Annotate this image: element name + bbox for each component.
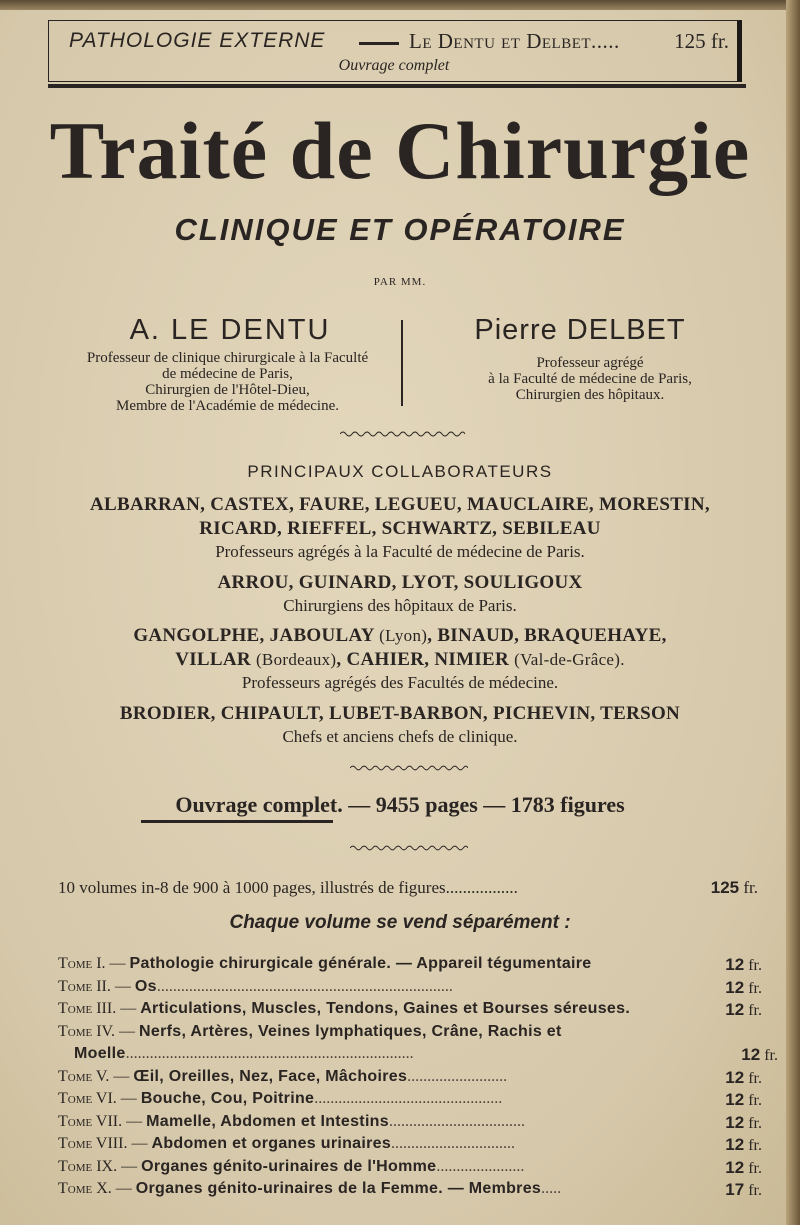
tome-label: Tome IX. — bbox=[58, 1157, 138, 1175]
header-authors: Le Dentu et Delbet..... bbox=[409, 29, 620, 53]
header-note: Ouvrage complet bbox=[338, 57, 450, 74]
tome-price-number: 12 bbox=[725, 1067, 745, 1087]
collaborators-line: RICARD, RIEFFEL, SCHWARTZ, SEBILEAU bbox=[199, 518, 601, 539]
tome-price-number: 12 bbox=[725, 977, 745, 997]
names: , BINAUD, BRAQUEHAYE, bbox=[427, 625, 667, 646]
tome-title: Articulations, Muscles, Tendons, Gaines et Bourses séreuses. bbox=[140, 1000, 631, 1017]
tome-label: Tome II. — bbox=[58, 977, 131, 995]
header-rule bbox=[48, 84, 746, 88]
tome-dots: .......................................................................... bbox=[156, 977, 453, 995]
volumes-price bbox=[711, 878, 758, 898]
names: GANGOLPHE, JABOULAY bbox=[133, 625, 375, 646]
tome-dots: ............................... bbox=[391, 1135, 516, 1152]
tome-title: Nerfs, Artères, Veines lymphatiques, Crâne, Rachis et bbox=[139, 1022, 562, 1040]
tome-price-unit: fr. bbox=[748, 1137, 762, 1154]
tome-row bbox=[58, 1180, 762, 1202]
tome-price bbox=[725, 1090, 762, 1110]
tome-label: Tome VII. — bbox=[58, 1112, 143, 1130]
tome-price bbox=[725, 1158, 762, 1178]
collaborators-role: Chirurgiens des hôpitaux de Paris. bbox=[283, 596, 517, 615]
header-price: 125 fr. bbox=[674, 29, 729, 53]
tome-row bbox=[58, 1158, 762, 1180]
tome-row bbox=[74, 1045, 778, 1067]
tome-price-number: 12 bbox=[725, 1135, 745, 1154]
complete-underline bbox=[141, 820, 333, 823]
tome-price-number: 17 bbox=[725, 1180, 745, 1199]
affiliation-line: Chirurgien de l'Hôtel-Dieu, bbox=[145, 382, 310, 398]
tome-label: Tome VIII. — bbox=[58, 1135, 148, 1152]
tome-price-unit: fr. bbox=[748, 1092, 762, 1109]
header-line bbox=[69, 29, 729, 55]
tome-title: Mamelle, Abdomen et Intestins bbox=[146, 1112, 389, 1130]
top-edge bbox=[0, 0, 800, 10]
complete-work bbox=[0, 792, 800, 818]
collaborators-role: Professeurs agrégés à la Faculté de médecine de Paris. bbox=[215, 542, 585, 561]
tome-price-unit: fr. bbox=[748, 1159, 762, 1177]
affiliation-line: Chirurgien des hôpitaux. bbox=[515, 387, 665, 403]
tome-label: Tome I. — bbox=[58, 955, 126, 972]
tome-price-unit: fr. bbox=[748, 1002, 762, 1019]
ornament-divider bbox=[340, 430, 465, 438]
tome-price-number: 12 bbox=[725, 955, 745, 974]
header-dash bbox=[359, 42, 399, 45]
city: (Bordeaux) bbox=[255, 650, 337, 669]
names: VILLAR bbox=[175, 649, 251, 670]
collaborators-role: Professeurs agrégés des Facultés de médecine. bbox=[241, 673, 559, 692]
tome-row bbox=[58, 978, 762, 1000]
tome-price bbox=[725, 1000, 762, 1020]
header-box bbox=[48, 20, 742, 82]
tome-price bbox=[725, 1068, 762, 1088]
tome-row bbox=[58, 1068, 762, 1090]
tome-price bbox=[725, 978, 762, 998]
tome-dots: ...................... bbox=[436, 1157, 525, 1175]
tome-row bbox=[58, 1113, 762, 1135]
tome-price bbox=[741, 1045, 778, 1065]
tome-label: Tome IV. — bbox=[58, 1022, 136, 1040]
tome-title: Bouche, Cou, Poitrine bbox=[140, 1090, 315, 1107]
tome-price-number: 12 bbox=[725, 1090, 745, 1109]
affiliation-line: Professeur agrégé bbox=[536, 355, 644, 371]
collaborators-line bbox=[0, 625, 800, 647]
affiliation-line: à la Faculté de médecine de Paris, bbox=[488, 371, 692, 387]
tome-price-unit: fr. bbox=[764, 1047, 778, 1064]
collaborators-line: ALBARRAN, CASTEX, FAURE, LEGUEU, MAUCLAIRE, MORESTIN, bbox=[90, 494, 710, 515]
tome-row bbox=[58, 955, 762, 977]
price-number: 125 bbox=[710, 878, 740, 897]
names: , CAHIER, NIMIER bbox=[336, 649, 510, 670]
ornament-divider bbox=[350, 844, 468, 852]
collaborators-role: Chefs et anciens chefs de clinique. bbox=[282, 727, 518, 746]
tome-price-number: 12 bbox=[741, 1045, 761, 1064]
tome-row bbox=[58, 1135, 762, 1157]
collaborators-line bbox=[0, 649, 800, 671]
tome-label: Tome V. — bbox=[58, 1067, 130, 1085]
tome-price-number: 12 bbox=[725, 1112, 745, 1132]
tome-label: Tome III. — bbox=[58, 1000, 137, 1017]
tome-title: Moelle bbox=[74, 1045, 126, 1062]
author-name-le-dentu: A. LE DENTU bbox=[129, 314, 331, 346]
tome-price-unit: fr. bbox=[748, 957, 762, 974]
tome-title: Pathologie chirurgicale générale. — Appareil tégumentaire bbox=[129, 955, 592, 972]
tome-label: Tome VI. — bbox=[58, 1090, 137, 1107]
collaborators-line: ARROU, GUINARD, LYOT, SOULIGOUX bbox=[217, 572, 583, 593]
tome-title: Abdomen et organes urinaires bbox=[151, 1135, 392, 1152]
price-unit: fr. bbox=[743, 878, 758, 897]
author-name-delbet: Pierre DELBET bbox=[474, 314, 686, 346]
author-affiliation-le-dentu bbox=[50, 350, 405, 414]
par-mm: PAR MM. bbox=[373, 276, 427, 288]
tome-price-number: 12 bbox=[725, 1157, 745, 1177]
affiliation-line: de médecine de Paris, bbox=[162, 366, 293, 382]
tome-dots: .................................. bbox=[388, 1112, 525, 1130]
volumes-line bbox=[58, 878, 758, 898]
ornament-divider bbox=[350, 764, 468, 772]
tome-price bbox=[725, 1113, 762, 1133]
sold-separately: Chaque volume se vend séparément : bbox=[229, 912, 571, 933]
collaborators-heading: PRINCIPAUX COLLABORATEURS bbox=[247, 462, 553, 481]
tome-price-unit: fr. bbox=[748, 1114, 762, 1132]
tome-price bbox=[725, 1180, 762, 1200]
tome-dots: ............................................... bbox=[314, 1090, 503, 1107]
tome-title: Organes génito-urinaires de l'Homme bbox=[141, 1157, 437, 1175]
tome-price bbox=[725, 1135, 762, 1155]
collaborators-line: BRODIER, CHIPAULT, LUBET-BARBON, PICHEVIN, TERSON bbox=[119, 703, 681, 724]
tome-dots: ......................... bbox=[407, 1067, 508, 1085]
affiliation-line: Membre de l'Académie de médecine. bbox=[115, 398, 339, 414]
complete-details: — 9455 pages — 1783 figures bbox=[348, 792, 625, 817]
subtitle: CLINIQUE ET OPÉRATOIRE bbox=[174, 212, 626, 247]
tome-price-number: 12 bbox=[725, 1000, 745, 1019]
tome-row bbox=[58, 1023, 762, 1045]
tome-title: Organes génito-urinaires de la Femme. — Membres bbox=[135, 1180, 542, 1197]
tome-price bbox=[725, 955, 762, 975]
city: (Lyon) bbox=[379, 626, 428, 645]
tome-row bbox=[58, 1090, 762, 1112]
tome-dots: ........................................................................ bbox=[125, 1045, 414, 1062]
tome-dots: ..... bbox=[541, 1180, 562, 1197]
tome-price-unit: fr. bbox=[748, 1182, 762, 1199]
affiliation-line: Professeur de clinique chirurgicale à la Faculté bbox=[86, 350, 369, 366]
tome-price-unit: fr. bbox=[748, 1069, 762, 1087]
complete-label: Ouvrage complet. bbox=[175, 792, 343, 817]
author-affiliation-delbet bbox=[420, 355, 760, 403]
tome-title: Œil, Oreilles, Nez, Face, Mâchoires bbox=[133, 1067, 408, 1085]
tome-row bbox=[58, 1000, 762, 1022]
volumes-text: 10 volumes in-8 de 900 à 1000 pages, illustrés de figures................. bbox=[58, 878, 518, 897]
tome-price-unit: fr. bbox=[748, 979, 762, 997]
city: (Val-de-Grâce). bbox=[514, 650, 625, 669]
page-title: Traité de Chirurgie bbox=[49, 105, 751, 196]
tome-title: Os bbox=[134, 977, 157, 995]
header-series: PATHOLOGIE EXTERNE bbox=[69, 29, 326, 52]
tome-label: Tome X. — bbox=[58, 1180, 132, 1197]
